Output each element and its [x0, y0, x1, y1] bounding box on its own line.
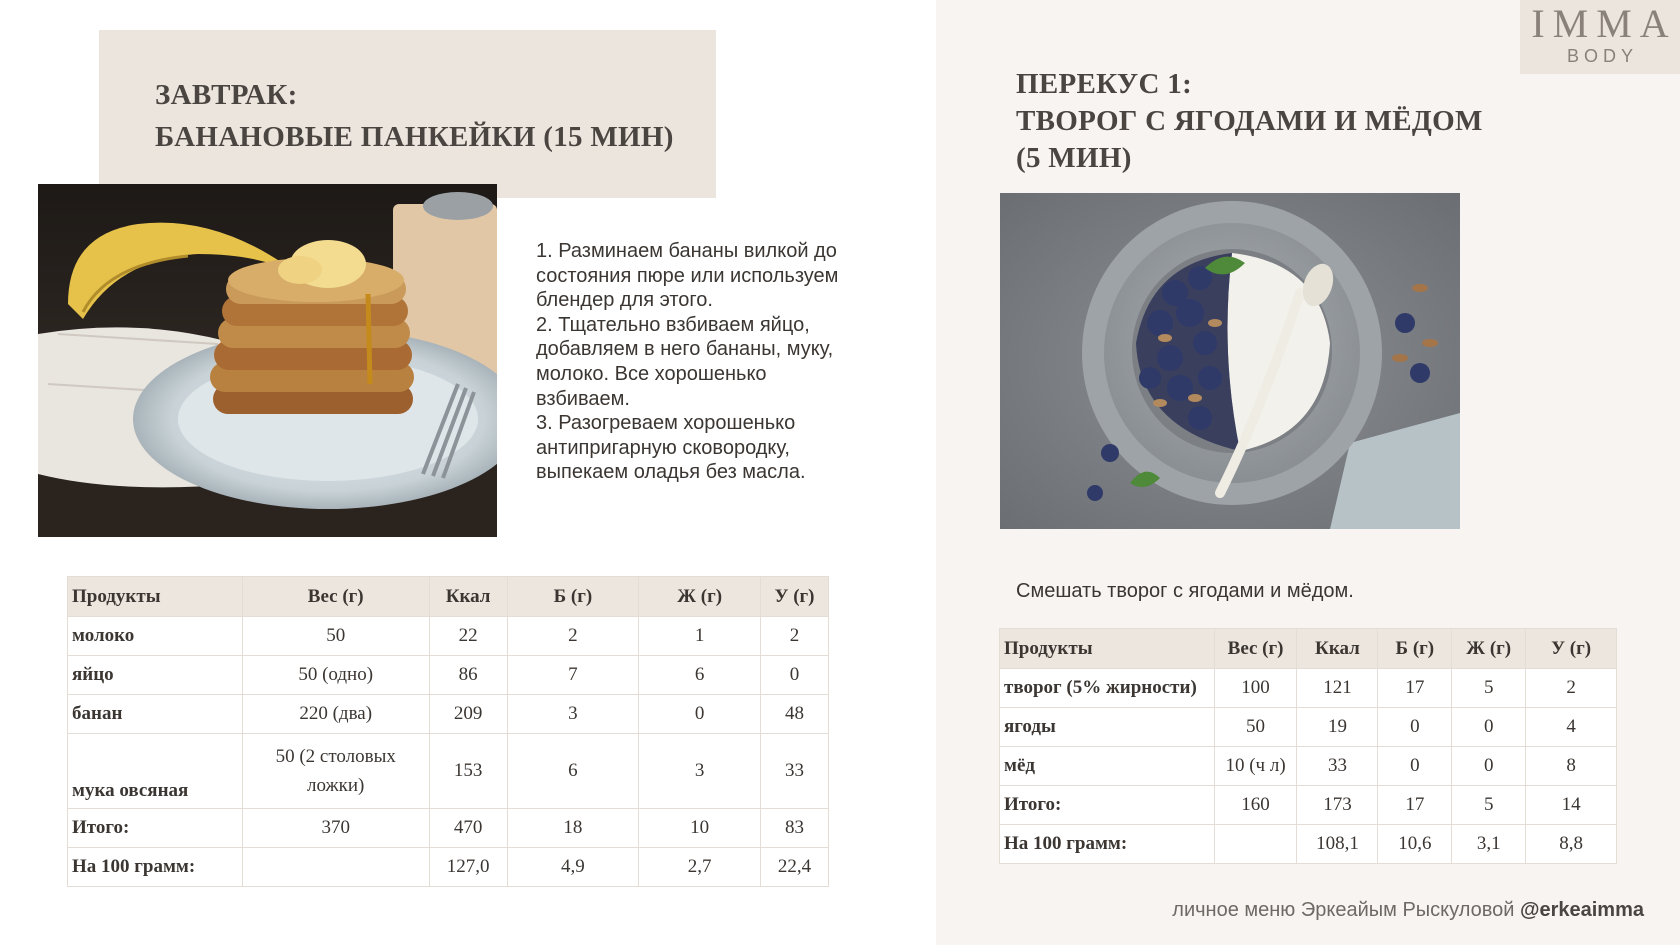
pancake-photo	[38, 184, 497, 537]
snack-instruction: Смешать творог с ягодами и мёдом.	[1016, 580, 1354, 602]
table-cell: 17	[1378, 669, 1452, 708]
column-header: Ж (г)	[639, 577, 761, 617]
table-cell: 50 (одно)	[242, 656, 429, 695]
table-cell: 220 (два)	[242, 695, 429, 734]
table-cell: 470	[429, 809, 507, 848]
column-header: Продукты	[68, 577, 243, 617]
table-cell: 3	[639, 734, 761, 809]
table-cell: 2	[1526, 669, 1617, 708]
column-header: Ккал	[429, 577, 507, 617]
breakfast-title	[155, 74, 674, 158]
logo-line1: IMMA	[1531, 1, 1677, 46]
table-cell: 22,4	[761, 848, 829, 887]
table-cell: молоко	[68, 617, 243, 656]
table-cell: 7	[507, 656, 639, 695]
table-header-row	[68, 577, 829, 617]
table-cell: На 100 грамм:	[68, 848, 243, 887]
table-cell: 1	[639, 617, 761, 656]
column-header: Вес (г)	[242, 577, 429, 617]
table-cell: 50	[242, 617, 429, 656]
table-cell: 33	[1297, 747, 1378, 786]
table-cell: 22	[429, 617, 507, 656]
column-header: Вес (г)	[1214, 629, 1297, 669]
table-cell: 10,6	[1378, 825, 1452, 864]
table-cell	[242, 848, 429, 887]
table-cell: 86	[429, 656, 507, 695]
column-header: Б (г)	[1378, 629, 1452, 669]
table-cell: 18	[507, 809, 639, 848]
table-cell: Итого:	[68, 809, 243, 848]
table-row	[1000, 825, 1617, 864]
snack-title-line1: ПЕРЕКУС 1:	[1016, 68, 1193, 100]
table-cell: 83	[761, 809, 829, 848]
table-row	[68, 809, 829, 848]
table-cell: 50 (2 столовых ложки)	[242, 734, 429, 809]
table-cell: 173	[1297, 786, 1378, 825]
table-cell: 121	[1297, 669, 1378, 708]
table-cell: яйцо	[68, 656, 243, 695]
table-cell: 209	[429, 695, 507, 734]
table-row	[1000, 747, 1617, 786]
table-cell: 100	[1214, 669, 1297, 708]
breakfast-step-1: 1. Разминаем бананы вилкой до состояния пюре или используем блендер для этого.	[536, 240, 839, 312]
instagram-handle: @erkeaimma	[1519, 899, 1644, 921]
breakfast-nutrition-table	[67, 576, 829, 887]
table-cell: На 100 грамм:	[1000, 825, 1215, 864]
table-cell: 5	[1452, 786, 1526, 825]
table-row	[68, 734, 829, 809]
footer-text: личное меню Эркеайым Рыскуловой	[1172, 899, 1520, 921]
table-header-row	[1000, 629, 1617, 669]
column-header: У (г)	[1526, 629, 1617, 669]
snack-title-line2: ТВОРОГ С ЯГОДАМИ И МЁДОМ	[1016, 105, 1483, 137]
table-cell: 2,7	[639, 848, 761, 887]
table-cell: 14	[1526, 786, 1617, 825]
table-cell: Итого:	[1000, 786, 1215, 825]
snack-title	[1016, 66, 1483, 177]
breakfast-steps	[536, 239, 876, 485]
table-cell: 50	[1214, 708, 1297, 747]
table-cell: 0	[1452, 747, 1526, 786]
table-cell: 370	[242, 809, 429, 848]
table-cell: мука овсяная	[68, 734, 243, 809]
table-row	[68, 695, 829, 734]
table-cell: 19	[1297, 708, 1378, 747]
breakfast-title-box	[99, 30, 716, 198]
table-cell	[1214, 825, 1297, 864]
breakfast-step-3: 3. Разогреваем хорошенько антипригарную сковородку, выпекаем оладья без масла.	[536, 412, 806, 484]
cottage-cheese-photo	[1000, 193, 1460, 529]
table-cell: 8,8	[1526, 825, 1617, 864]
table-cell: 3,1	[1452, 825, 1526, 864]
table-cell: 0	[761, 656, 829, 695]
column-header: Ккал	[1297, 629, 1378, 669]
table-cell: 0	[1452, 708, 1526, 747]
table-cell: 0	[1378, 747, 1452, 786]
table-cell: банан	[68, 695, 243, 734]
breakfast-title-line1: ЗАВТРАК:	[155, 79, 298, 111]
table-cell: 4	[1526, 708, 1617, 747]
table-cell: 10 (ч л)	[1214, 747, 1297, 786]
snack-nutrition-table	[999, 628, 1617, 864]
table-row	[1000, 669, 1617, 708]
table-cell: 108,1	[1297, 825, 1378, 864]
table-row	[68, 617, 829, 656]
table-cell: творог (5% жирности)	[1000, 669, 1215, 708]
table-row	[68, 656, 829, 695]
table-cell: 5	[1452, 669, 1526, 708]
imma-body-logo	[1520, 0, 1680, 74]
table-cell: 8	[1526, 747, 1617, 786]
table-cell: 2	[761, 617, 829, 656]
table-cell: 17	[1378, 786, 1452, 825]
logo-line2: BODY	[1566, 46, 1638, 66]
table-row	[1000, 708, 1617, 747]
table-cell: 3	[507, 695, 639, 734]
table-cell: 160	[1214, 786, 1297, 825]
table-cell: 10	[639, 809, 761, 848]
table-cell: 0	[639, 695, 761, 734]
table-cell: 48	[761, 695, 829, 734]
table-cell: 0	[1378, 708, 1452, 747]
footer-credit	[1150, 899, 1644, 922]
column-header: Ж (г)	[1452, 629, 1526, 669]
column-header: У (г)	[761, 577, 829, 617]
breakfast-step-2: 2. Тщательно взбиваем яйцо, добавляем в него бананы, муку, молоко. Все хорошенько взбиваем.	[536, 313, 834, 410]
table-cell: ягоды	[1000, 708, 1215, 747]
table-cell: 4,9	[507, 848, 639, 887]
column-header: Продукты	[1000, 629, 1215, 669]
table-cell: мёд	[1000, 747, 1215, 786]
table-row	[68, 848, 829, 887]
table-row	[1000, 786, 1617, 825]
snack-title-line3: (5 МИН)	[1016, 142, 1132, 174]
table-cell: 33	[761, 734, 829, 809]
table-cell: 127,0	[429, 848, 507, 887]
table-cell: 6	[639, 656, 761, 695]
table-cell: 6	[507, 734, 639, 809]
breakfast-title-line2: БАНАНОВЫЕ ПАНКЕЙКИ (15 МИН)	[155, 121, 674, 153]
table-cell: 153	[429, 734, 507, 809]
column-header: Б (г)	[507, 577, 639, 617]
table-cell: 2	[507, 617, 639, 656]
